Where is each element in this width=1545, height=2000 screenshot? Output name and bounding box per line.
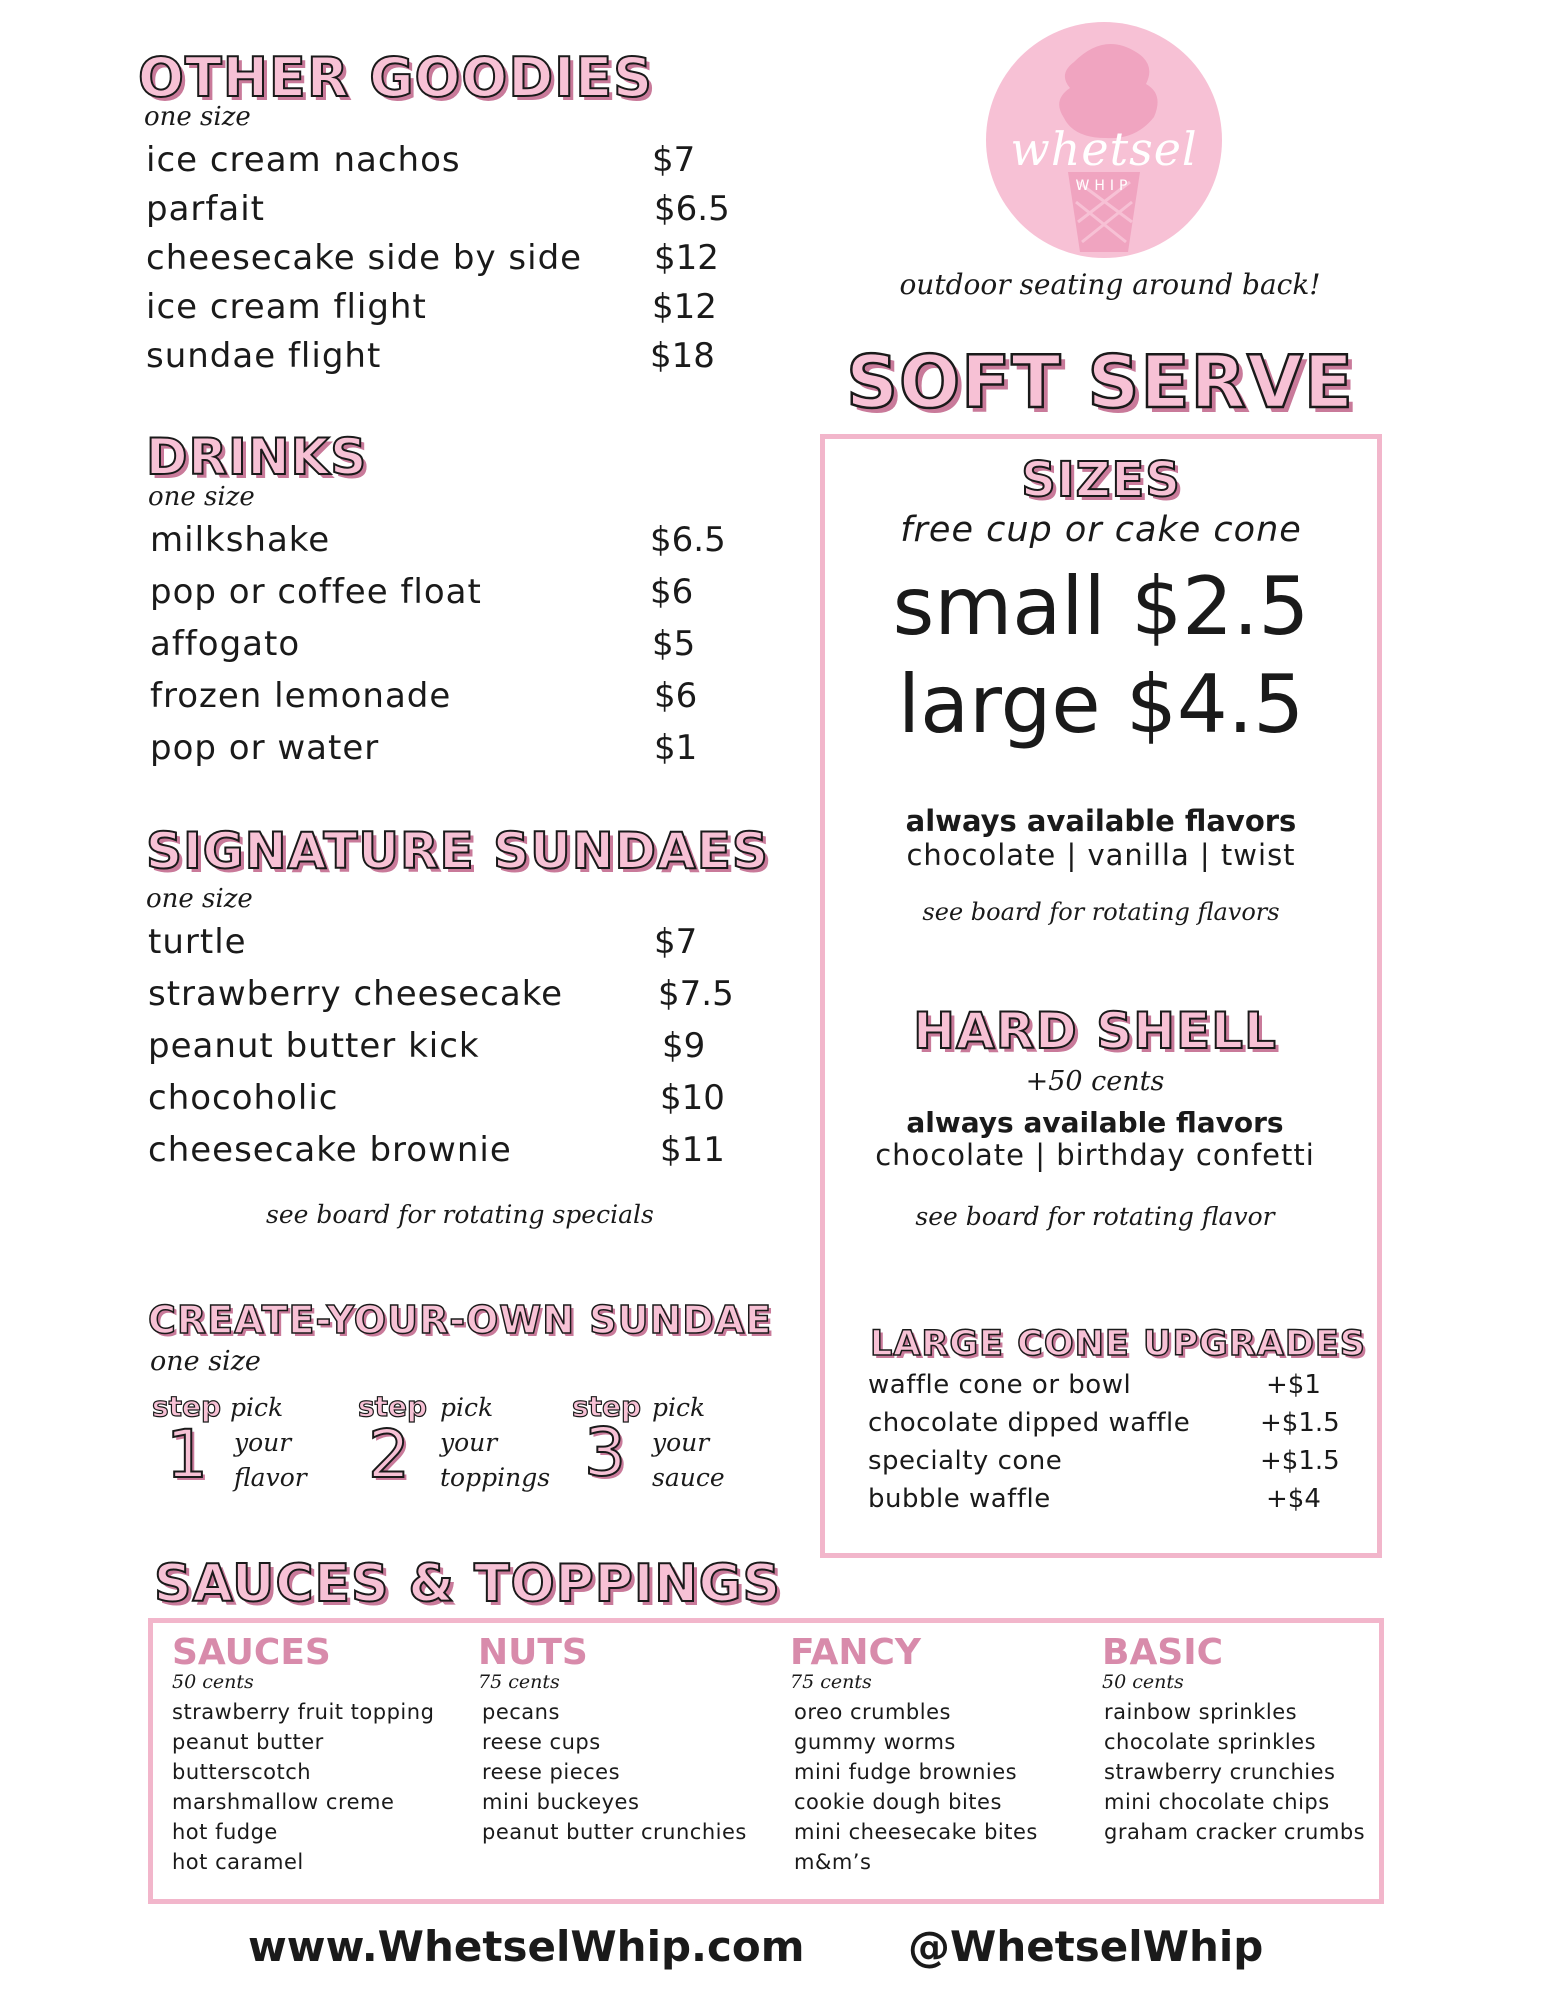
brand-logo	[986, 22, 1222, 258]
topping-item: reese cups	[482, 1730, 601, 1754]
website-link[interactable]: www.WhetselWhip.com	[248, 1922, 805, 1971]
item-name: cheesecake brownie	[148, 1130, 512, 1170]
item-name: strawberry cheesecake	[148, 974, 564, 1014]
sauces-toppings-heading: SAUCES & TOPPINGS	[154, 1554, 781, 1614]
item-price: $11	[660, 1130, 725, 1170]
toppings-column-sauces	[172, 1632, 434, 1877]
item-price: $12	[654, 238, 719, 278]
column-title: SAUCES	[172, 1632, 331, 1673]
column-price: 75 cents	[478, 1671, 560, 1693]
upgrade-row	[868, 1484, 1338, 1522]
hint-line: sauce	[652, 1463, 725, 1492]
upgrade-name: waffle cone or bowl	[868, 1370, 1132, 1400]
hard-shell-always-label: always available flavors	[906, 1106, 1284, 1139]
menu-row	[148, 974, 748, 1026]
menu-row	[150, 520, 750, 572]
topping-item: mini buckeyes	[482, 1790, 640, 1814]
logo-subword: WHIP	[1075, 178, 1133, 194]
toppings-column-basic	[1102, 1632, 1365, 1847]
item-name: pop or coffee float	[150, 572, 482, 612]
step-label: step	[572, 1390, 642, 1423]
signature-sundaes-heading: SIGNATURE SUNDAES	[146, 822, 769, 880]
hard-shell-heading: HARD SHELL	[913, 1002, 1277, 1060]
item-name: peanut butter kick	[148, 1026, 480, 1066]
menu-row	[148, 1026, 748, 1078]
topping-item: strawberry crunchies	[1104, 1760, 1336, 1784]
hard-shell-rotating-note: see board for rotating flavor	[915, 1202, 1275, 1231]
menu-row	[150, 676, 750, 728]
step-label: step	[358, 1390, 428, 1423]
topping-item: gummy worms	[794, 1730, 956, 1754]
upgrade-name: bubble waffle	[868, 1484, 1051, 1514]
item-price: $1	[654, 728, 698, 768]
menu-row	[146, 336, 746, 385]
soft-serve-heading: SOFT SERVE	[846, 340, 1354, 424]
item-name: parfait	[146, 189, 265, 229]
item-price: $6.5	[650, 520, 726, 560]
menu-row	[150, 624, 750, 676]
sizes-always-label: always available flavors	[905, 804, 1297, 838]
topping-item: marshmallow creme	[172, 1790, 395, 1814]
toppings-column-fancy	[790, 1632, 1038, 1877]
drinks-subtitle: one size	[148, 482, 255, 512]
sizes-rotating-note: see board for rotating flavors	[922, 898, 1280, 926]
item-price: $12	[652, 287, 717, 327]
cone-upgrades-heading: LARGE CONE UPGRADES	[870, 1324, 1366, 1364]
item-price: $9	[662, 1026, 706, 1066]
column-price: 75 cents	[790, 1671, 872, 1693]
item-name: milkshake	[150, 520, 331, 560]
item-price: $6	[654, 676, 698, 716]
step-number: 2	[368, 1416, 410, 1493]
menu-row	[146, 140, 746, 189]
topping-item: m&m’s	[794, 1850, 872, 1874]
topping-item: chocolate sprinkles	[1104, 1730, 1317, 1754]
sizes-heading: SIZES	[1021, 452, 1181, 508]
logo-wordmark: whetsel	[1010, 122, 1198, 176]
item-price: $10	[660, 1078, 725, 1118]
hard-shell-flavors: chocolate | birthday confetti	[875, 1138, 1315, 1172]
hint-line: your	[440, 1428, 498, 1457]
hint-line: your	[652, 1428, 710, 1457]
column-price: 50 cents	[1102, 1671, 1184, 1693]
menu-row	[148, 1130, 748, 1182]
item-price: $7	[652, 140, 696, 180]
upgrade-price: +$4	[1266, 1484, 1321, 1514]
topping-item: peanut butter crunchies	[482, 1820, 747, 1844]
small-size-price: small $2.5	[892, 560, 1310, 653]
create-your-own-subtitle: one size	[150, 1346, 261, 1377]
upgrade-name: chocolate dipped waffle	[868, 1408, 1191, 1438]
menu-row	[150, 728, 750, 780]
hint-line: pick	[440, 1393, 494, 1422]
step-number: 3	[584, 1414, 626, 1491]
item-price: $18	[650, 336, 715, 376]
menu-row	[148, 922, 748, 974]
large-size-price: large $4.5	[897, 658, 1305, 751]
step-number: 1	[166, 1416, 208, 1493]
column-price: 50 cents	[172, 1671, 254, 1693]
step-hint	[652, 1390, 725, 1495]
hint-line: your	[234, 1428, 292, 1457]
menu-row	[148, 1078, 748, 1130]
step-hint	[440, 1390, 550, 1495]
upgrade-price: +$1.5	[1260, 1446, 1340, 1476]
item-name: frozen lemonade	[150, 676, 452, 716]
step-1	[152, 1390, 322, 1510]
upgrade-price: +$1.5	[1260, 1408, 1340, 1438]
item-price: $6.5	[654, 189, 730, 229]
other-goodies-subtitle: one size	[144, 102, 251, 132]
item-name: affogato	[150, 624, 301, 664]
drinks-list	[150, 520, 750, 780]
other-goodies-heading: OTHER GOODIES	[138, 46, 654, 109]
upgrade-row	[868, 1446, 1338, 1484]
item-name: ice cream nachos	[146, 140, 461, 180]
seating-note: outdoor seating around back!	[899, 268, 1321, 301]
cone-upgrades-list	[868, 1370, 1338, 1522]
social-handle[interactable]: @WhetselWhip	[908, 1922, 1264, 1971]
column-title: NUTS	[478, 1632, 588, 1673]
step-hint	[230, 1390, 307, 1495]
item-price: $7.5	[658, 974, 734, 1014]
topping-item: hot fudge	[172, 1820, 278, 1844]
sizes-flavors: chocolate | vanilla | twist	[906, 838, 1296, 872]
topping-item: cookie dough bites	[794, 1790, 1002, 1814]
item-price: $7	[654, 922, 698, 962]
toppings-column-nuts	[478, 1632, 747, 1847]
upgrade-price: +$1	[1266, 1370, 1321, 1400]
drinks-heading: DRINKS	[146, 428, 368, 486]
menu-row	[146, 287, 746, 336]
rotating-specials-note: see board for rotating specials	[266, 1200, 654, 1229]
create-your-own-heading: CREATE-YOUR-OWN SUNDAE	[148, 1298, 773, 1342]
item-name: ice cream flight	[146, 287, 427, 327]
menu-row	[146, 189, 746, 238]
topping-item: hot caramel	[172, 1850, 304, 1874]
menu-row	[146, 238, 746, 287]
topping-item: graham cracker crumbs	[1104, 1820, 1366, 1844]
menu-row	[150, 572, 750, 624]
topping-item: rainbow sprinkles	[1104, 1700, 1298, 1724]
column-title: FANCY	[790, 1632, 921, 1673]
topping-item: mini fudge brownies	[794, 1760, 1018, 1784]
column-title: BASIC	[1102, 1632, 1224, 1673]
upgrade-name: specialty cone	[868, 1446, 1063, 1476]
step-3	[572, 1390, 742, 1510]
item-name: chocoholic	[148, 1078, 339, 1118]
hint-line: toppings	[440, 1463, 551, 1492]
item-name: cheesecake side by side	[146, 238, 583, 278]
topping-item: strawberry fruit topping	[172, 1700, 435, 1724]
signature-sundaes-subtitle: one size	[146, 884, 253, 914]
item-name: sundae flight	[146, 336, 382, 376]
topping-item: oreo crumbles	[794, 1700, 951, 1724]
hint-line: pick	[230, 1393, 284, 1422]
other-goodies-list	[146, 140, 746, 385]
topping-item: butterscotch	[172, 1760, 312, 1784]
item-price: $5	[652, 624, 696, 664]
step-label: step	[152, 1390, 222, 1423]
topping-item: reese pieces	[482, 1760, 621, 1784]
item-price: $6	[650, 572, 694, 612]
signature-sundaes-list	[148, 922, 748, 1182]
upgrade-row	[868, 1408, 1338, 1446]
hint-line: pick	[652, 1393, 706, 1422]
step-2	[358, 1390, 551, 1510]
hard-shell-price: +50 cents	[1025, 1066, 1165, 1097]
sizes-subtitle: free cup or cake cone	[900, 510, 1302, 550]
upgrade-row	[868, 1370, 1338, 1408]
topping-item: pecans	[482, 1700, 560, 1724]
topping-item: mini cheesecake bites	[794, 1820, 1038, 1844]
topping-item: peanut butter	[172, 1730, 324, 1754]
item-name: pop or water	[150, 728, 380, 768]
item-name: turtle	[148, 922, 247, 962]
topping-item: mini chocolate chips	[1104, 1790, 1330, 1814]
hint-line: flavor	[234, 1463, 307, 1492]
